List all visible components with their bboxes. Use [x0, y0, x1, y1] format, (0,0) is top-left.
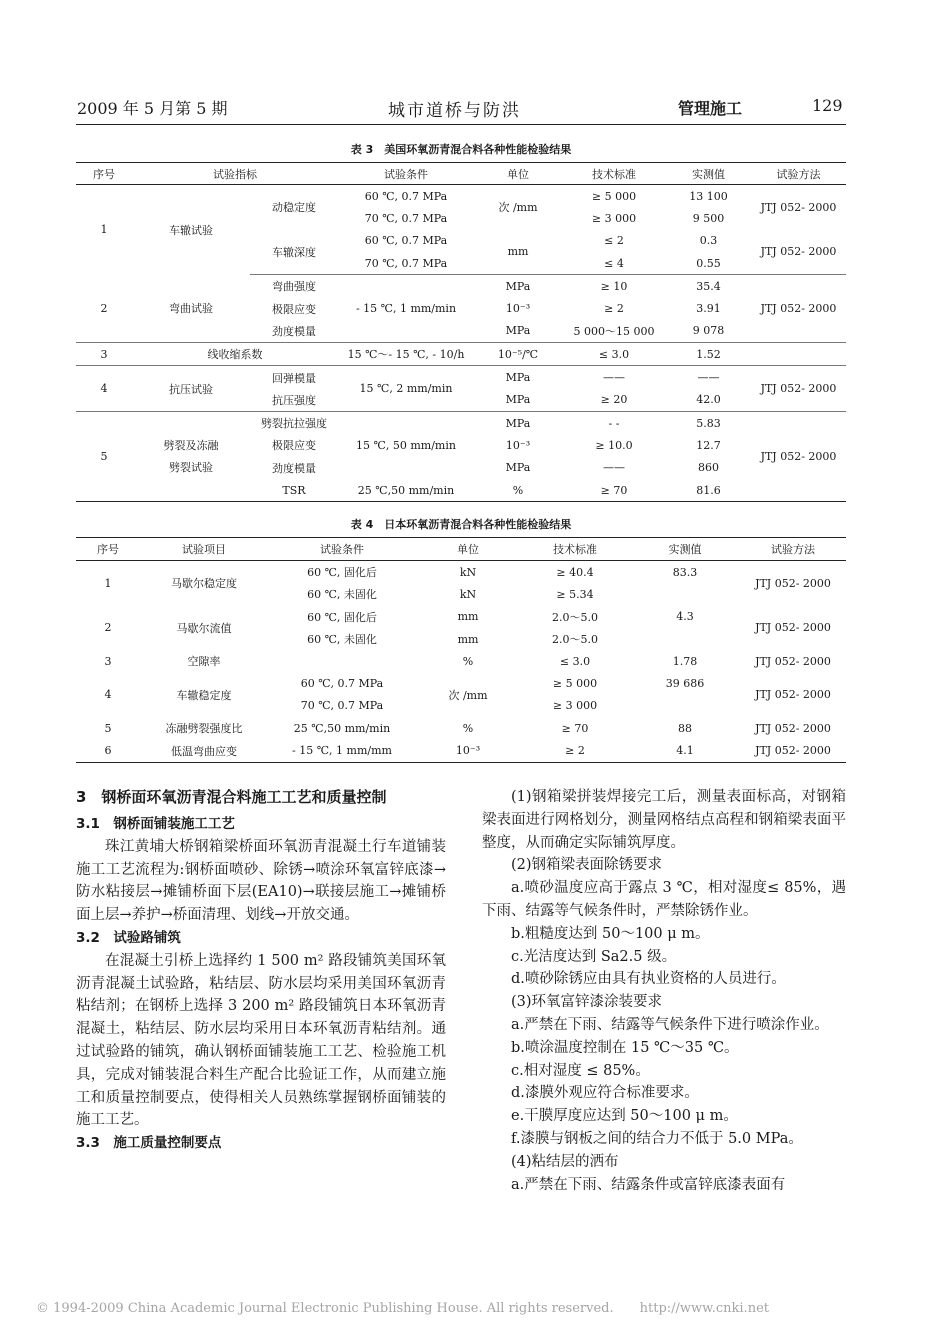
table-cell: 5.83 — [696, 416, 721, 430]
table-header-cell: 单位 — [416, 538, 520, 561]
table-cell — [630, 628, 740, 650]
table-cell: 60 ℃, 固化后 — [307, 566, 377, 580]
table-cell: 10⁻³ — [505, 302, 531, 316]
table-header-cell: 试验条件 — [338, 163, 474, 185]
table-cell: 60 ℃, 0.7 MPa — [364, 234, 448, 248]
table-cell: 1.78 — [672, 654, 698, 668]
paragraph: (3)环氧富锌漆涂装要求 — [511, 994, 663, 1011]
table-cell: 2 — [104, 621, 112, 635]
table-cell: 抗压试验 — [132, 366, 250, 412]
table-cell: 5 — [76, 411, 132, 501]
table-cell: kN — [459, 565, 477, 579]
table-cell: 车辙试验 — [169, 223, 213, 237]
table-cell: 3 — [104, 654, 112, 668]
table-header-cell: 试验项目 — [140, 538, 268, 561]
table-cell: 空隙率 — [187, 655, 221, 669]
table-cell: JTJ 052- 2000 — [760, 200, 837, 214]
table-cell: ≤ 3.0 — [562, 343, 666, 366]
table-cell: 9 078 — [666, 320, 751, 343]
table-cell: 5 — [104, 721, 112, 735]
table-row — [76, 717, 846, 739]
table-cell: MPa — [474, 320, 562, 343]
paragraph: e.干膜厚度应达到 50～100 μ m。 — [511, 1108, 738, 1125]
journal-title: 城市道桥与防洪 — [388, 101, 521, 121]
paragraph: c.相对湿度 ≤ 85%。 — [511, 1062, 650, 1079]
table-cell: 4.3 — [676, 610, 694, 624]
table3-caption: 表 3 美国环氧沥青混合料各种性能检验结果 — [350, 143, 572, 156]
table-cell: 低温弯曲应变 — [140, 739, 268, 762]
table-cell: 次 /mm — [498, 201, 538, 215]
table-cell: 81.6 — [666, 479, 751, 502]
table-cell: 3.91 — [696, 302, 721, 316]
table-cell: ≥ 5 000 — [591, 189, 637, 203]
table-cell: 60 ℃, 未固化 — [307, 588, 377, 602]
paragraph: 在混凝土引桥上选择约 1 500 m² 路段铺筑美国环氧沥青混凝土试验路，粘结层、防水层均采用美国环氧沥青粘结剂；在钢桥上选择 3 200 m² 路段铺筑日本环氧沥青混凝土，粘结层、防水层均采用日本环氧沥青粘结剂。通过试验路的铺筑，确认钢桥面铺装施工工艺、检验施工机具，完成对铺装混合料生产配合比验证工作，从而建立施工和质量控制要点，使得相关人员熟练掌握钢桥面铺装的施工工艺。 — [76, 952, 446, 1129]
table-cell: MPa — [505, 371, 531, 385]
table3-caption-wrap — [76, 141, 846, 157]
table-cell: 1 — [100, 223, 108, 237]
table-cell: 88 — [678, 721, 692, 735]
table-cell: 2.0～5.0 — [552, 610, 598, 624]
table4-header-row — [76, 538, 846, 561]
table-cell: ≥ 40.4 — [556, 565, 594, 579]
table-cell: 13 100 — [689, 189, 728, 203]
table-cell: 劈裂抗拉强度 — [261, 417, 327, 431]
table-cell: 1 — [104, 576, 112, 590]
table3-header-row — [76, 163, 846, 185]
table-row — [76, 343, 846, 366]
paragraph: a.严禁在下雨、结露等气候条件下进行喷涂作业。 — [511, 1016, 829, 1033]
table-cell: —— — [697, 371, 720, 385]
table-cell: MPa — [505, 279, 531, 293]
table-cell: 极限应变 — [272, 302, 316, 316]
table-cell: JTJ 052- 2000 — [755, 621, 831, 635]
table-cell: ≤ 3.0 — [559, 654, 591, 668]
copyright-footer: © 1994-2009 China Academic Journal Electronic Publishing House. All rights reserved. http://www.cnki.net — [36, 1301, 769, 1316]
table-cell: 劲度模量 — [272, 461, 316, 475]
section-heading: 3 钢桥面环氧沥青混合料施工工艺和质量控制 — [76, 788, 387, 806]
table-cell — [268, 650, 416, 672]
paragraph: b.粗糙度达到 50～100 μ m。 — [511, 925, 710, 942]
item-line: 劈裂及冻融 — [163, 438, 219, 452]
table-cell: TSR — [250, 479, 338, 502]
table-cell: 车辙深度 — [250, 230, 338, 275]
table-cell: 马歇尔流值 — [176, 621, 232, 635]
table-cell: MPa — [474, 389, 562, 412]
table-header-cell: 试验方法 — [751, 163, 846, 185]
table-cell: - 15 ℃, 1 mm/min — [338, 275, 474, 343]
table-cell: ≥ 2 — [520, 739, 630, 762]
table-header-cell: 实测值 — [666, 163, 751, 185]
table-row — [76, 366, 846, 389]
page-number: 129 — [812, 96, 843, 115]
table-cell: 9 500 — [692, 211, 725, 225]
table-row — [76, 275, 846, 298]
table-cell: 15 ℃, 50 mm/min — [356, 438, 456, 452]
table-cell: % — [462, 654, 474, 668]
table-cell: 83.3 — [672, 565, 698, 579]
table-cell: 动稳定度 — [272, 201, 316, 215]
section-label: 管理施工 — [678, 99, 743, 118]
table-cell: mm — [457, 610, 479, 624]
table3 — [76, 162, 846, 502]
table-cell: —— — [603, 371, 625, 385]
table-cell — [132, 411, 250, 501]
table-cell: 25 ℃,50 mm/min — [338, 479, 474, 502]
paragraph: (1)钢箱梁拼装焊接完工后，测量表面标高，对钢箱梁表面进行网格划分，测量网格结点高程和钢箱梁表面平整度，从而确定实际铺筑厚度。 — [482, 789, 846, 851]
table-cell — [630, 695, 740, 717]
table-cell: 0.55 — [666, 252, 751, 275]
paragraph: (2)钢箱梁表面除锈要求 — [511, 857, 663, 874]
table-cell: ≥ 10.0 — [595, 438, 633, 452]
table-cell: MPa — [505, 461, 531, 475]
paragraph: d.喷砂除锈应由具有执业资格的人员进行。 — [511, 971, 786, 988]
table-cell: JTJ 052- 2000 — [755, 721, 831, 735]
table-cell: 1.52 — [666, 343, 751, 366]
table-cell: JTJ 052- 2000 — [751, 230, 846, 275]
table-cell: 12.7 — [696, 438, 721, 452]
paragraph: d.漆膜外观应符合标准要求。 — [511, 1085, 699, 1102]
table-cell: 车辙稳定度 — [176, 688, 232, 702]
paragraph: (4)粘结层的洒布 — [511, 1153, 619, 1170]
paragraph: a.严禁在下雨、结露条件或富锌底漆表面有 — [511, 1176, 786, 1193]
table-row — [76, 561, 846, 584]
table-header-cell: 试验条件 — [268, 538, 416, 561]
table-cell: ≥ 5 000 — [552, 677, 598, 691]
table-cell: 2 — [76, 275, 132, 343]
table-cell: 15 ℃～- 15 ℃, - 10/h — [338, 343, 474, 366]
table-cell: 线收缩系数 — [132, 343, 338, 366]
table-cell: 60 ℃, 未固化 — [307, 633, 377, 647]
table-header-cell: 序号 — [76, 538, 140, 561]
table-cell: 0.3 — [699, 234, 718, 248]
table4 — [76, 537, 846, 763]
table-cell: —— — [603, 461, 625, 475]
subsection-heading: 3.1 钢桥面铺装施工工艺 — [76, 816, 235, 832]
table-header-cell: 技术标准 — [562, 163, 666, 185]
table-cell: ≥ 70 — [562, 479, 666, 502]
table-cell: 次 /mm — [448, 688, 488, 702]
table-row — [76, 606, 846, 628]
table-row — [76, 650, 846, 672]
table-cell: MPa — [505, 416, 531, 430]
table-cell: ≥ 70 — [561, 721, 589, 735]
table-cell: ≥ 3 000 — [552, 699, 598, 713]
table-row — [76, 672, 846, 694]
table-cell: JTJ 052- 2000 — [751, 366, 846, 412]
table-cell: % — [474, 479, 562, 502]
table-header-cell: 技术标准 — [520, 538, 630, 561]
table-cell: % — [462, 721, 474, 735]
subsection-heading: 3.2 试验路铺筑 — [76, 929, 181, 946]
table-cell: 马歇尔稳定度 — [171, 577, 237, 591]
table-cell: JTJ 052- 2000 — [751, 275, 846, 343]
table4-caption: 表 4 日本环氧沥青混合料各种性能检验结果 — [350, 518, 572, 531]
table-cell: 冻融劈裂强度比 — [165, 722, 243, 736]
table-cell: 10⁻³ — [505, 438, 531, 452]
table-cell: 劲度模量 — [250, 320, 338, 343]
item-line: 劈裂试验 — [169, 460, 213, 474]
table-cell — [751, 343, 846, 366]
issue-label: 2009 年 5 月第 5 期 — [77, 99, 228, 118]
table-row — [76, 411, 846, 434]
table-cell: 3 — [76, 343, 132, 366]
table-cell: ≤ 2 — [604, 234, 624, 248]
table-header-cell: 单位 — [474, 163, 562, 185]
table-cell: kN — [459, 587, 477, 601]
table-cell: ≥ 5.34 — [556, 587, 594, 601]
table-cell: 25 ℃,50 mm/min — [293, 721, 391, 735]
table-cell: ≤ 4 — [562, 252, 666, 275]
table-cell: ≥ 3 000 — [591, 211, 637, 225]
table-header-cell: 实测值 — [630, 538, 740, 561]
table-cell: JTJ 052- 2000 — [755, 688, 831, 702]
table-header-cell: 试验指标 — [132, 163, 338, 185]
table-cell: mm — [474, 230, 562, 275]
table-cell: 35.4 — [696, 279, 721, 293]
table-cell: 39 686 — [665, 677, 705, 691]
table-cell: 70 ℃, 0.7 MPa — [300, 699, 384, 713]
table-cell: 6 — [76, 739, 140, 762]
right-column — [482, 786, 846, 1196]
table-cell: 60 ℃, 固化后 — [307, 610, 377, 624]
table-cell: 弯曲强度 — [272, 280, 316, 294]
table-header-cell: 序号 — [76, 163, 132, 185]
header-rule — [76, 124, 846, 125]
table-cell: ≥ 20 — [562, 389, 666, 412]
table-row — [76, 739, 846, 762]
table-row — [76, 185, 846, 208]
table-cell: 4.1 — [630, 739, 740, 762]
table-cell: 10⁻⁵/℃ — [474, 343, 562, 366]
table-cell: 60 ℃, 0.7 MPa — [300, 677, 384, 691]
table-cell: JTJ 052- 2000 — [755, 576, 831, 590]
subsection-heading: 3.3 施工质量控制要点 — [76, 1135, 222, 1152]
table-cell: JTJ 052- 2000 — [740, 739, 846, 762]
table-cell: 抗压强度 — [250, 389, 338, 412]
table-cell: 60 ℃, 0.7 MPa — [364, 189, 448, 203]
paragraph: 珠江黄埔大桥钢箱梁桥面环氧沥青混凝土行车道铺装施工工艺流程为:钢桥面喷砂、除锈→喷涂环氧富锌底漆→防水粘接层→摊铺桥面下层(EA10)→联接层施工→摊铺桥面上层→养护→桥面清理、划线→开放交通。 — [76, 838, 446, 924]
left-column — [76, 786, 446, 1155]
table-cell: - - — [608, 416, 620, 430]
paragraph: a.喷砂温度应高于露点 3 ℃，相对湿度≤ 85%，遇下雨、结露等气候条件时，严禁除锈作业。 — [482, 880, 846, 919]
table-cell: 70 ℃, 0.7 MPa — [338, 252, 474, 275]
table-cell: 10⁻³ — [416, 739, 520, 762]
table-cell — [630, 583, 740, 605]
table-cell: 42.0 — [666, 389, 751, 412]
paragraph: b.喷涂温度控制在 15 ℃～35 ℃。 — [511, 1039, 739, 1056]
table-cell: mm — [457, 632, 479, 646]
paragraph: c.光洁度达到 Sa2.5 级。 — [511, 948, 677, 965]
table-cell: - 15 ℃, 1 mm/mm — [268, 739, 416, 762]
table-cell: JTJ 052- 2000 — [755, 654, 831, 668]
table-cell: ≥ 2 — [604, 302, 624, 316]
table-cell: 70 ℃, 0.7 MPa — [364, 211, 448, 225]
table-cell: 回弹模量 — [272, 371, 316, 385]
table-cell: ≥ 10 — [600, 279, 628, 293]
table-cell: JTJ 052- 2000 — [751, 411, 846, 501]
table-cell: 弯曲试验 — [132, 275, 250, 343]
table-cell: 860 — [698, 461, 719, 475]
paragraph: f.漆膜与钢板之间的结合力不低于 5.0 MPa。 — [511, 1130, 803, 1147]
table-header-cell: 试验方法 — [740, 538, 846, 561]
table-cell: 4 — [76, 366, 132, 412]
table-cell: 极限应变 — [272, 439, 316, 453]
table-cell: 5 000～15 000 — [562, 320, 666, 343]
table4-caption-wrap — [76, 516, 846, 532]
table-cell: 15 ℃, 2 mm/min — [338, 366, 474, 412]
table-cell: 2.0～5.0 — [552, 633, 598, 647]
table-cell: 4 — [104, 688, 112, 702]
